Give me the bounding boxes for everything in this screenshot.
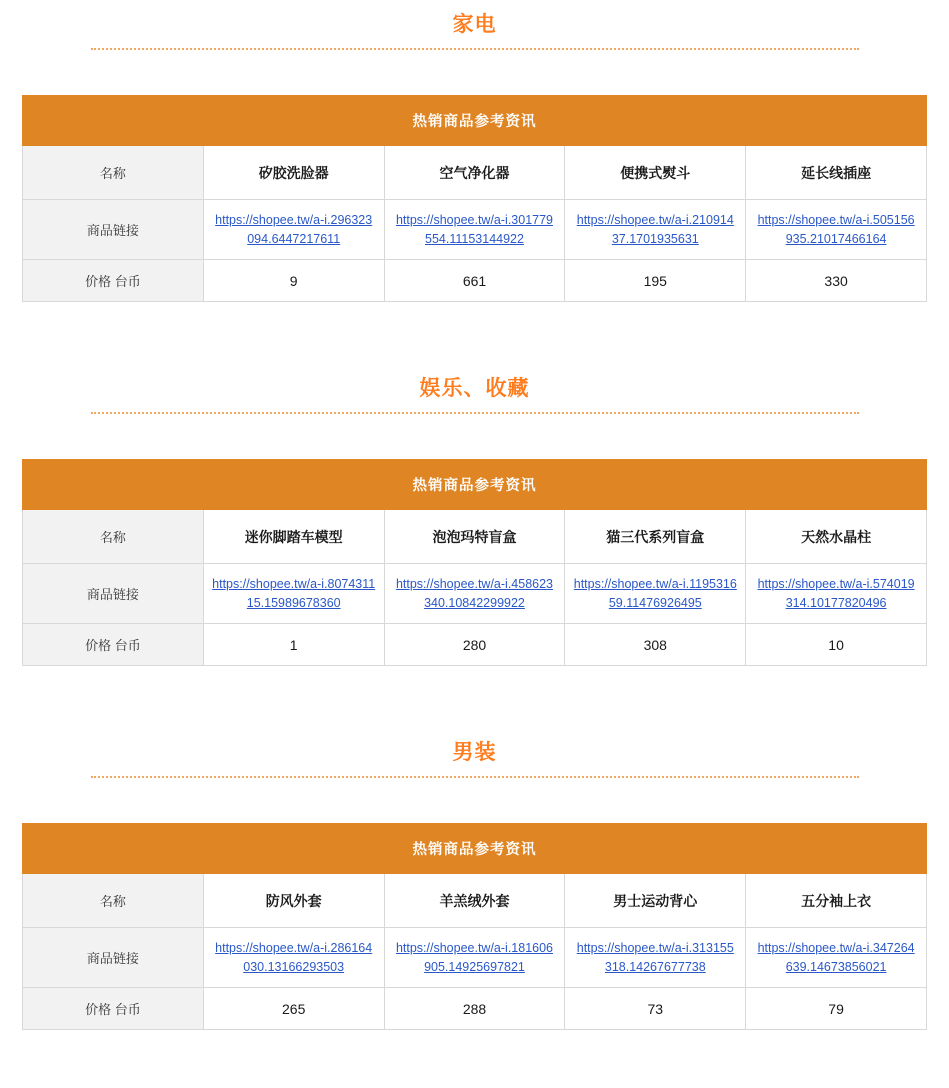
- product-table: [22, 823, 927, 1030]
- product-link[interactable]: https://shopee.tw/a-i.119531659.11476926495: [573, 576, 737, 610]
- section-heading: 娱乐、收藏: [419, 377, 530, 400]
- product-name: 便携式熨斗: [565, 146, 746, 200]
- product-name: 防风外套: [203, 874, 384, 928]
- product-price: 9: [203, 260, 384, 302]
- product-price: 330: [746, 260, 927, 302]
- product-link-cell: [746, 928, 927, 988]
- product-link[interactable]: https://shopee.tw/a-i.347264639.14673856021: [757, 940, 915, 974]
- product-link[interactable]: https://shopee.tw/a-i.505156935.21017466164: [757, 212, 915, 246]
- row-label-price: 价格 台币: [23, 988, 204, 1030]
- product-name: 羊羔绒外套: [384, 874, 565, 928]
- row-label-name: 名称: [23, 874, 204, 928]
- product-link-cell: [746, 564, 927, 624]
- table-title: 热销商品参考资讯: [23, 460, 927, 510]
- product-price: 280: [384, 624, 565, 666]
- product-name: 矽胶洗脸器: [203, 146, 384, 200]
- product-link-cell: [565, 928, 746, 988]
- row-label-link: 商品链接: [23, 200, 204, 260]
- row-label-price: 价格 台币: [23, 260, 204, 302]
- table-row-link: [23, 928, 927, 988]
- product-name: 泡泡玛特盲盒: [384, 510, 565, 564]
- product-link[interactable]: https://shopee.tw/a-i.313155318.14267677738: [576, 940, 734, 974]
- table-title-row: [23, 824, 927, 874]
- row-label-price: 价格 台币: [23, 624, 204, 666]
- product-link[interactable]: https://shopee.tw/a-i.301779554.11153144922: [395, 212, 554, 246]
- table-title-row: [23, 96, 927, 146]
- product-link[interactable]: https://shopee.tw/a-i.458623340.10842299922: [395, 576, 554, 610]
- product-name: 迷你脚踏车模型: [203, 510, 384, 564]
- table-title: 热销商品参考资讯: [23, 824, 927, 874]
- table-title-row: [23, 460, 927, 510]
- product-link[interactable]: https://shopee.tw/a-i.181606905.14925697821: [395, 940, 554, 974]
- product-link-cell: [203, 928, 384, 988]
- product-link[interactable]: https://shopee.tw/a-i.296323094.6447217611: [215, 212, 373, 246]
- product-price: 1: [203, 624, 384, 666]
- category-section-entertainment-collection: [0, 364, 949, 666]
- product-link-cell: [384, 564, 565, 624]
- product-table-wrapper: [0, 459, 949, 666]
- table-row-price: [23, 624, 927, 666]
- section-heading: 男装: [452, 741, 497, 764]
- product-price: 195: [565, 260, 746, 302]
- product-link[interactable]: https://shopee.tw/a-i.807431115.15989678360: [212, 576, 376, 610]
- section-divider: [91, 48, 859, 50]
- product-price: 73: [565, 988, 746, 1030]
- product-link-cell: [384, 928, 565, 988]
- product-name: 空气净化器: [384, 146, 565, 200]
- product-link[interactable]: https://shopee.tw/a-i.286164030.13166293503: [215, 940, 373, 974]
- product-table: [22, 95, 927, 302]
- product-name: 五分袖上衣: [746, 874, 927, 928]
- product-price: 10: [746, 624, 927, 666]
- table-row-name: [23, 510, 927, 564]
- product-link-cell: [565, 200, 746, 260]
- row-label-link: 商品链接: [23, 564, 204, 624]
- product-name: 男士运动背心: [565, 874, 746, 928]
- section-heading: 家电: [452, 13, 497, 36]
- section-gap: [0, 666, 949, 728]
- product-link-cell: [384, 200, 565, 260]
- row-label-name: 名称: [23, 510, 204, 564]
- table-row-link: [23, 200, 927, 260]
- product-link[interactable]: https://shopee.tw/a-i.574019314.10177820496: [757, 576, 915, 610]
- product-price: 265: [203, 988, 384, 1030]
- product-link[interactable]: https://shopee.tw/a-i.21091437.1701935631: [576, 212, 734, 246]
- table-row-name: [23, 874, 927, 928]
- product-price: 308: [565, 624, 746, 666]
- product-table-wrapper: [0, 95, 949, 302]
- row-label-link: 商品链接: [23, 928, 204, 988]
- product-link-cell: [203, 564, 384, 624]
- product-name: 延长线插座: [746, 146, 927, 200]
- section-divider: [91, 776, 859, 778]
- product-link-cell: [746, 200, 927, 260]
- row-label-name: 名称: [23, 146, 204, 200]
- product-name: 天然水晶柱: [746, 510, 927, 564]
- table-title: 热销商品参考资讯: [23, 96, 927, 146]
- product-price: 79: [746, 988, 927, 1030]
- product-table-wrapper: [0, 823, 949, 1030]
- category-section-home-appliances: [0, 0, 949, 302]
- table-row-name: [23, 146, 927, 200]
- product-table: [22, 459, 927, 666]
- table-row-link: [23, 564, 927, 624]
- product-link-cell: [203, 200, 384, 260]
- section-divider: [91, 412, 859, 414]
- product-price: 288: [384, 988, 565, 1030]
- product-name: 猫三代系列盲盒: [565, 510, 746, 564]
- table-row-price: [23, 260, 927, 302]
- table-row-price: [23, 988, 927, 1030]
- product-link-cell: [565, 564, 746, 624]
- product-price: 661: [384, 260, 565, 302]
- section-gap: [0, 302, 949, 364]
- category-section-menswear: [0, 728, 949, 1030]
